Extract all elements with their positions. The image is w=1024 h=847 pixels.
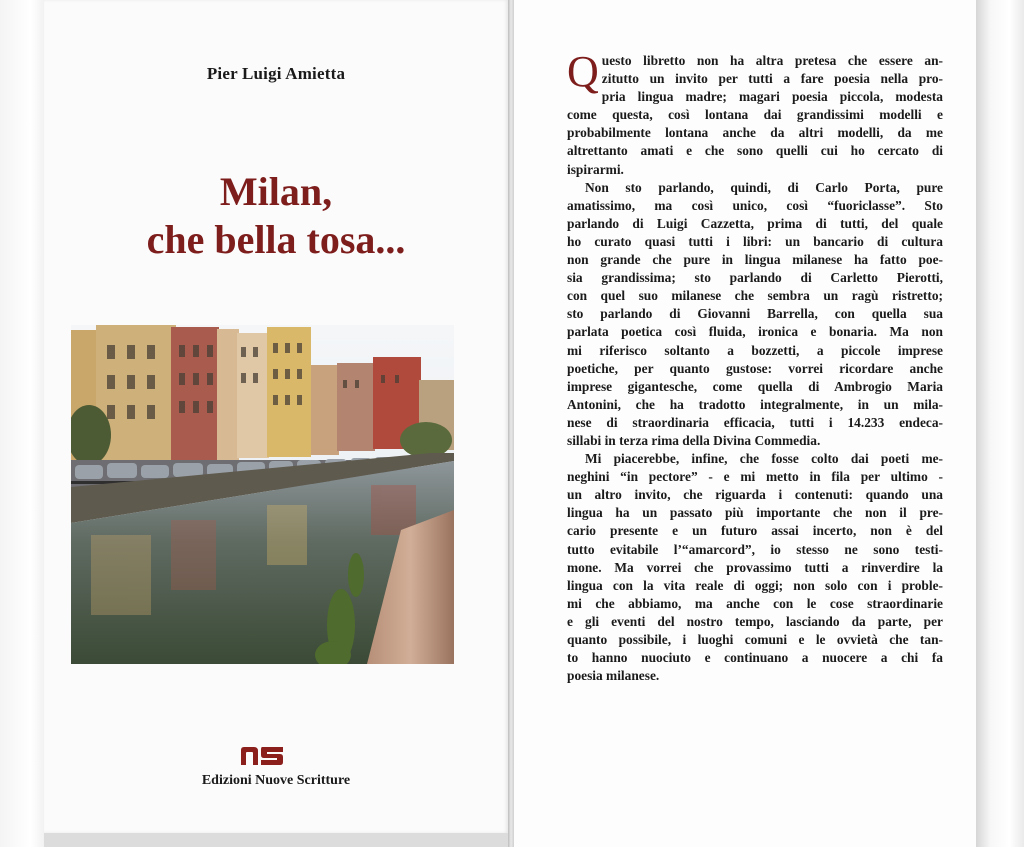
text-line: altrettanto amati e che sono quelli cui ho cercato di [567, 143, 943, 159]
text-line: come questa, così lontana dai grandissimi modelli e [567, 107, 943, 123]
page-edge-left [0, 0, 44, 847]
text-line: sia grandissima; sto parlando di Carletto Pierotti, [567, 270, 943, 286]
text-line: zitutto un invito per tutti a fare poesia nella pro- [601, 71, 943, 87]
canal-photo [71, 325, 454, 664]
paragraph-3 [567, 450, 943, 685]
text-line: amatissimo, ma così unico, così “fuoriclasse”. Sto [567, 197, 943, 213]
text-line: un altro invito, che riguarda i contenuti: quando una [567, 487, 943, 503]
text-line: Antonini, che ha tradotto integralmente, in un mila- [567, 396, 943, 412]
text-line: to hanno nuociuto e continuano a nuocere a chi fa [567, 650, 943, 666]
book-title [44, 168, 508, 264]
text-line: sillabi in terza rima della Divina Commedia. [567, 432, 821, 448]
text-line: imprese gigantesche, come quella di Ambrogio Maria [567, 378, 943, 394]
text-line: parlata poetica così fluida, ironica e bonaria. Ma non [567, 324, 943, 340]
paragraph-2 [567, 179, 943, 450]
preface-text [567, 47, 943, 685]
text-line: mi riferisco soltanto a bozzetti, a piccole imprese [567, 342, 943, 358]
text-line: e gli eventi del nostro tempo, lasciando da parte, per [567, 613, 943, 629]
text-line: lingua con la vita reale di oggi; non solo con i proble- [567, 577, 943, 593]
text-line: mone. Ma vorrei che provassimo tutti a rinverdire la [567, 559, 943, 575]
text-line: nese di straordinaria efficacia, tutti i 14.233 endeca- [567, 414, 943, 430]
text-line: Mi piacerebbe, infine, che fosse colto dai poeti me- [585, 451, 943, 467]
front-cover [44, 0, 508, 833]
text-line: quanto possibile, i luoghi comuni e le ovvietà che tan- [567, 632, 943, 647]
text-line: pria lingua madre; magari poesia piccola, modesta [601, 89, 943, 105]
book-title-line-1: Milan, [219, 169, 333, 214]
text-line: tutto evitabile l’“amarcord”, io stesso ne sono testi- [567, 541, 943, 557]
text-line: non grande che pure in lingua milanese ha fatto poe- [567, 252, 943, 268]
text-line: mi che abbiamo, ma anche con le cose straordinarie [567, 595, 943, 611]
page-edge-right [976, 0, 1024, 847]
paragraph-1 [567, 47, 943, 179]
text-line: cario presente e un futuro assai incerto, non è del [567, 523, 943, 539]
text-page [514, 0, 976, 847]
text-line: ispirarmi. [567, 161, 624, 177]
text-line: poetiche, per quanto gustose: vorrei ricordare anche [567, 360, 943, 376]
publisher-logo [240, 746, 284, 766]
text-line: uesto libretto non ha altra pretesa che essere an- [601, 53, 943, 68]
text-line: con quel suo milanese che sembra un ragù ristretto; [567, 288, 943, 304]
text-line: parlando di Luigi Cazzetta, prima di tutti, del quale [567, 215, 943, 231]
text-line: ho curato quasi tutti i libri: un bancario di cultura [567, 233, 943, 249]
book-title-line-2: che bella tosa... [146, 217, 406, 262]
text-line: neghini “in pectore” - e mi metto in fila per ultimo - [567, 469, 943, 485]
text-line: lingua ha un passato più importante che non il pre- [567, 505, 943, 521]
text-line: poesia milanese. [567, 668, 660, 684]
text-line: sto parlando di Giovanni Barrella, con quella sua [567, 306, 943, 322]
text-line: Non sto parlando, quindi, di Carlo Porta, pure [585, 179, 943, 195]
drop-cap: Q [567, 47, 599, 96]
publisher-name: Edizioni Nuove Scritture [201, 773, 351, 788]
text-line: probabilmente lontana anche da altri modelli, da me [567, 125, 943, 141]
author-name: Pier Luigi Amietta [206, 64, 346, 83]
